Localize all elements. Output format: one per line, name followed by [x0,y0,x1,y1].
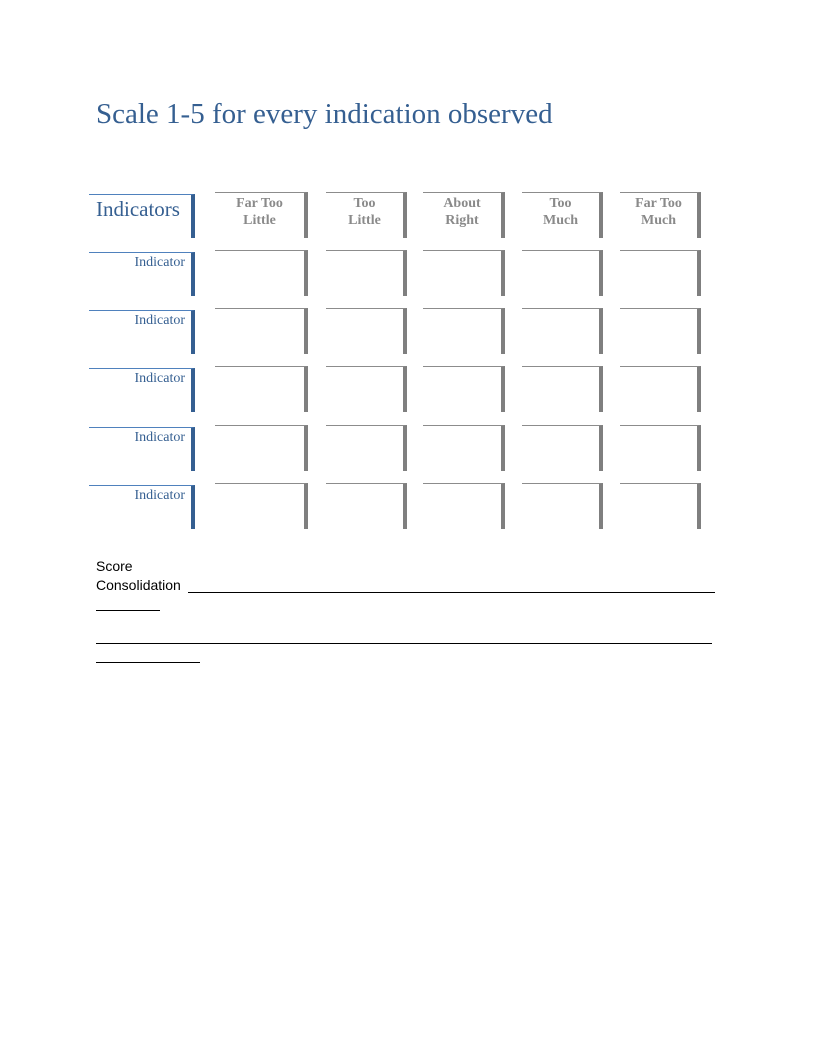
page-title: Scale 1-5 for every indication observed [96,98,553,130]
score-consolidation-label [96,557,181,595]
rating-cell[interactable] [620,308,701,354]
header-line1: Far Too [635,196,682,211]
rating-cell[interactable] [423,308,505,354]
rating-cell[interactable] [620,483,701,529]
rating-cell[interactable] [522,366,603,412]
header-line2: Little [243,213,276,228]
header-too-much [522,192,603,238]
indicator-label: Indicator [134,488,185,503]
table-row-indicator-cell [89,310,195,354]
indicators-header: Indicators [96,197,180,221]
score-blank-line[interactable] [96,643,712,644]
rating-cell[interactable] [620,250,701,296]
header-line2: Much [641,213,676,228]
header-line2: Little [348,213,381,228]
header-far-too-little [215,192,308,238]
score-label-line1: Score [96,558,133,574]
header-line1: Too [549,196,572,211]
rating-cell[interactable] [326,308,407,354]
rating-cell[interactable] [522,250,603,296]
score-label-line2: Consolidation [96,577,181,593]
rating-cell[interactable] [215,483,308,529]
rating-cell[interactable] [423,250,505,296]
header-far-too-much [620,192,701,238]
table-row-indicator-cell [89,368,195,412]
rating-cell[interactable] [522,308,603,354]
indicator-label: Indicator [134,313,185,328]
table-row-indicator-cell [89,427,195,471]
header-line2: Much [543,213,578,228]
indicator-label: Indicator [134,255,185,270]
header-about-right [423,192,505,238]
rating-cell[interactable] [522,483,603,529]
rating-cell[interactable] [326,483,407,529]
rating-cell[interactable] [620,366,701,412]
header-line1: About [443,196,481,211]
rating-cell[interactable] [620,425,701,471]
rating-cell[interactable] [215,366,308,412]
indicator-label: Indicator [134,430,185,445]
rating-cell[interactable] [326,425,407,471]
score-blank-line[interactable] [188,592,715,593]
score-blank-line[interactable] [96,662,200,663]
header-line1: Too [353,196,376,211]
rating-cell[interactable] [215,308,308,354]
rating-cell[interactable] [215,250,308,296]
header-line2: Right [445,213,479,228]
header-too-little [326,192,407,238]
rating-cell[interactable] [215,425,308,471]
header-line1: Far Too [236,196,283,211]
table-row-indicator-cell [89,252,195,296]
rating-cell[interactable] [326,250,407,296]
table-row-indicator-cell [89,485,195,529]
rating-cell[interactable] [326,366,407,412]
indicator-label: Indicator [134,371,185,386]
rating-cell[interactable] [423,483,505,529]
indicators-header-cell [89,194,195,238]
score-blank-line[interactable] [96,610,160,611]
rating-cell[interactable] [423,366,505,412]
rating-cell[interactable] [423,425,505,471]
rating-cell[interactable] [522,425,603,471]
